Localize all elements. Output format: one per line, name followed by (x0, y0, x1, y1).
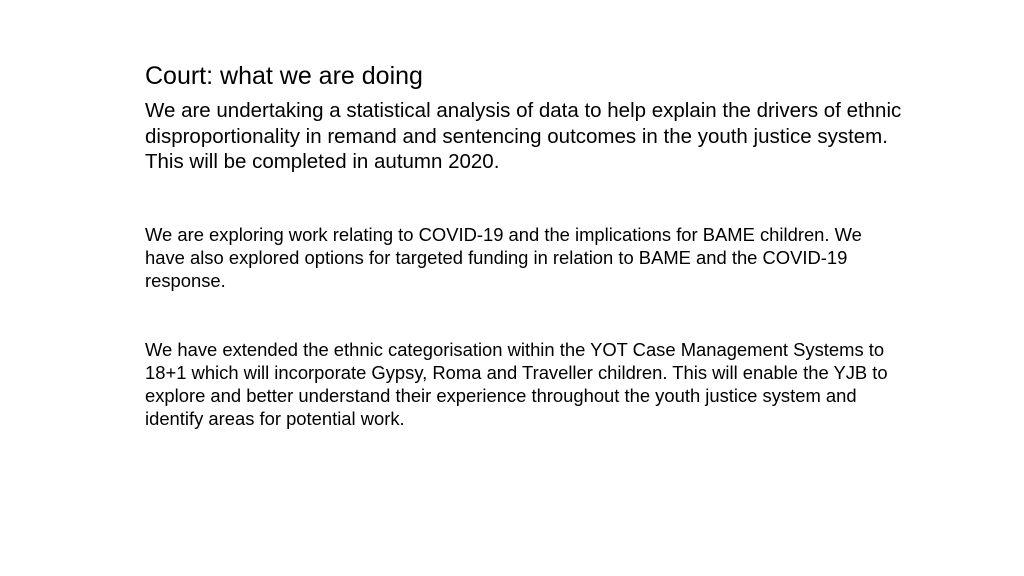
paragraph-statistical-analysis: We are undertaking a statistical analysis of data to help explain the drivers of ethnic disproportionality in remand and sentencing outcomes in the youth justice system. This will be completed in autumn 2020. (145, 99, 902, 173)
paragraph-ethnic-categorisation: We have extended the ethnic categorisation within the YOT Case Management Systems to 18+1 which will incorporate Gypsy, Roma and Traveller children. This will enable the YJB to explore and better understand their experience throughout the youth justice system and identify areas for potential work. (145, 338, 888, 429)
paragraph-covid-19: We are exploring work relating to COVID-19 and the implications for BAME children. We have also explored options for targeted funding in relation to BAME and the COVID-19 response. (145, 223, 862, 291)
slide-title: Court: what we are doing (145, 62, 423, 90)
slide-content (145, 60, 905, 430)
